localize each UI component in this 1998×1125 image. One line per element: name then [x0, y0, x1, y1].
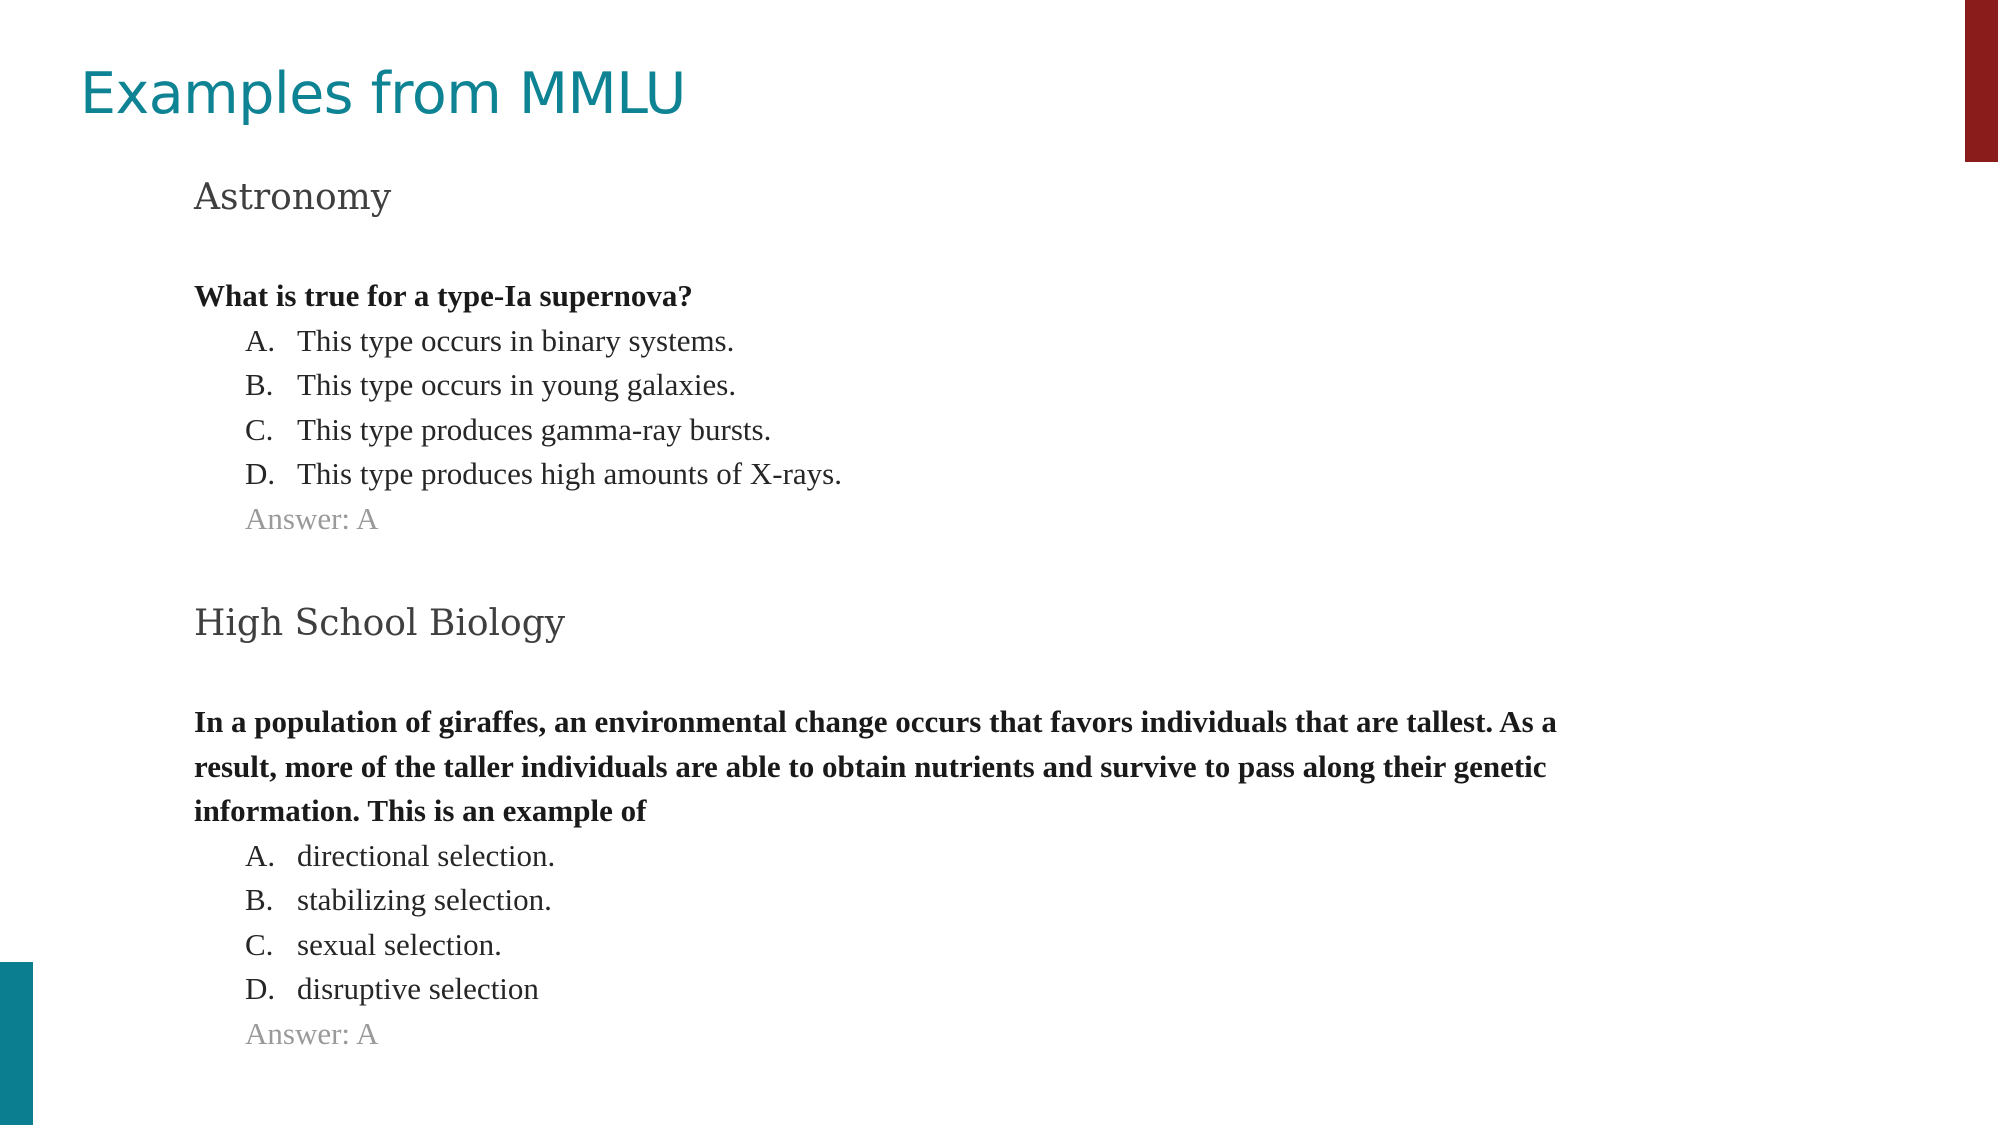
option-a [245, 834, 1594, 879]
option-b [245, 878, 1594, 923]
question-text: What is true for a type-Ia supernova? [194, 278, 693, 313]
option-text: This type occurs in binary systems. [297, 322, 735, 358]
option-c [245, 923, 1594, 968]
answer-text: Answer: A [245, 1015, 379, 1051]
option-text: stabilizing selection. [297, 882, 552, 917]
option-text: This type occurs in young galaxies. [297, 367, 737, 402]
option-letter: D. [245, 456, 276, 491]
option-letter: D. [245, 971, 276, 1006]
option-a [245, 319, 1594, 364]
option-text: sexual selection. [297, 926, 502, 962]
option-letter: B. [245, 882, 274, 917]
option-b [245, 363, 1594, 408]
option-letter: C. [245, 926, 274, 962]
question-text: In a population of giraffes, an environmental change occurs that favors individuals that are tallest. As a result, more of the taller individuals are able to obtain nutrients and survive to pass along their genetic information. This is an example of [194, 704, 1557, 828]
options-list [194, 319, 1594, 497]
option-letter: A. [245, 837, 276, 873]
accent-bar-right [1965, 0, 1998, 162]
option-d [245, 452, 1594, 497]
option-c [245, 408, 1594, 453]
slide-title: Examples from MMLU [80, 61, 686, 127]
accent-bar-left [0, 962, 33, 1125]
option-text: disruptive selection [297, 971, 539, 1006]
option-text: This type produces high amounts of X-rays. [297, 456, 842, 491]
option-d [245, 967, 1594, 1012]
astronomy-section [194, 168, 1594, 541]
subject-heading: Astronomy [194, 177, 392, 218]
option-letter: A. [245, 322, 276, 358]
answer-text: Answer: A [245, 500, 379, 536]
option-letter: C. [245, 411, 274, 447]
biology-section [194, 594, 1594, 1056]
option-letter: B. [245, 367, 274, 402]
options-list [194, 834, 1594, 1012]
subject-heading: High School Biology [194, 603, 566, 644]
option-text: directional selection. [297, 837, 556, 873]
option-text: This type produces gamma-ray bursts. [297, 411, 772, 447]
